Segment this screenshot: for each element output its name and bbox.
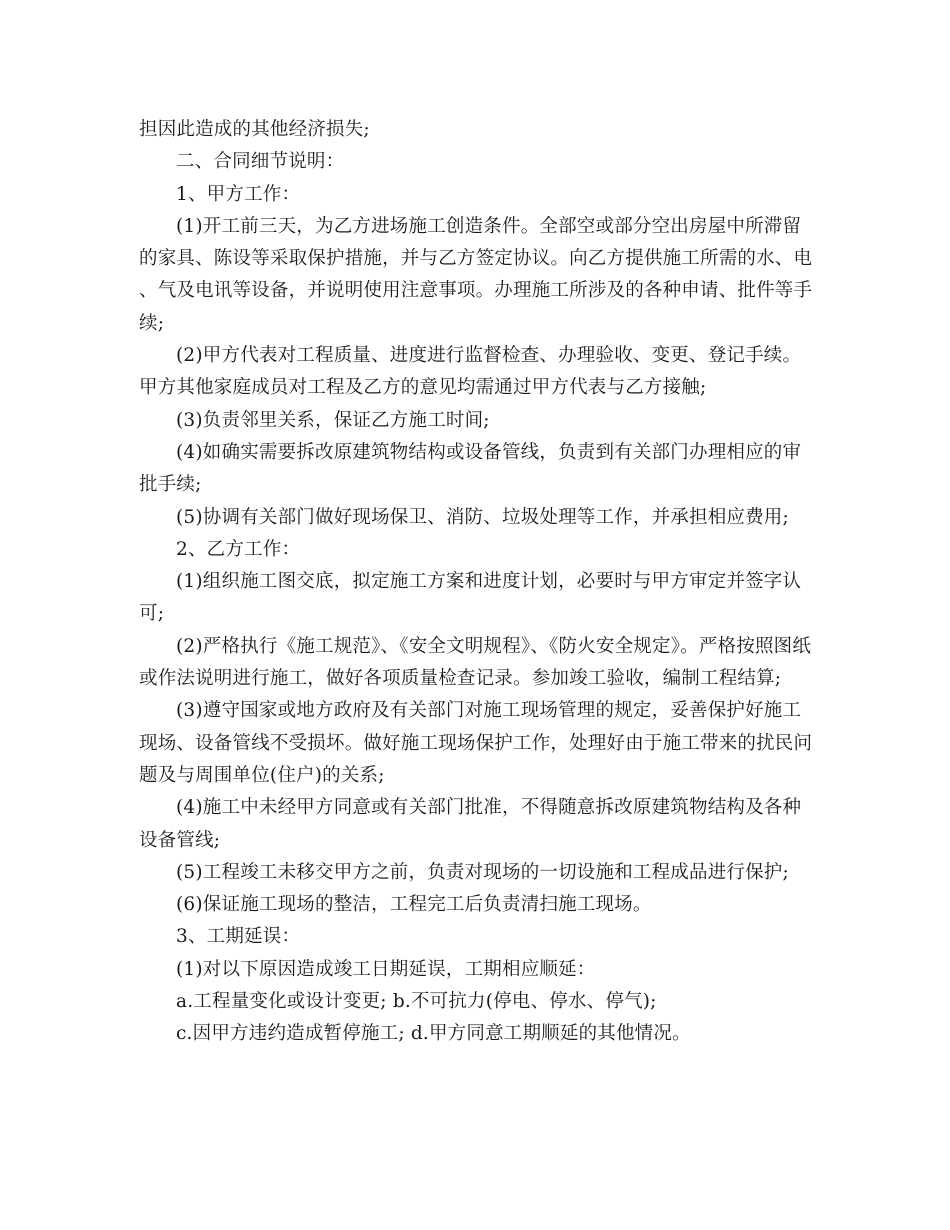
paragraph-party-b-item-4: (4)施工中未经甲方同意或有关部门批准，不得随意拆改原建筑物结构及各种设备管线; (139, 797, 802, 851)
paragraph-party-b-item-1: (1)组织施工图交底，拟定施工方案和进度计划，必要时与甲方审定并签字认可; (139, 571, 802, 625)
paragraph-party-b-item-5: (5)工程竣工未移交甲方之前，负责对现场的一切设施和工程成品进行保护; (176, 861, 789, 883)
paragraph-party-a-item-2: (2)甲方代表对工程质量、进度进行监督检查、办理验收、变更、登记手续。甲方其他家庭成员对工程及乙方的意见均需通过甲方代表与乙方接触; (139, 345, 802, 399)
heading-contract-details: 二、合同细节说明： (176, 151, 345, 173)
paragraph-party-a-item-5: (5)协调有关部门做好现场保卫、消防、垃圾处理等工作，并承担相应费用; (176, 506, 789, 528)
paragraph-party-b-item-6: (6)保证施工现场的整洁，工程完工后负责清扫施工现场。 (176, 894, 652, 916)
paragraph-delay-cases-ab: a.工程量变化或设计变更; b.不可抗力(停电、停水、停气); (176, 991, 657, 1013)
paragraph-party-b-item-2: (2)严格执行《施工规范》、《安全文明规程》、《防火安全规定》。严格按照图纸或作法说明进行施工，做好各项质量检查记录。参加竣工验收，编制工程结算; (139, 635, 812, 690)
paragraph-party-a-item-3: (3)负责邻里关系，保证乙方施工时间; (176, 409, 490, 431)
paragraph-party-a-item-4: (4)如确实需要拆改原建筑物结构或设备管线，负责到有关部门办理相应的审批手续; (139, 441, 802, 496)
paragraph-party-b-item-3: (3)遵守国家或地方政府及有关部门对施工现场管理的规定，妥善保护好施工现场、设备管线不受损坏。做好施工现场保护工作，处理好由于施工带来的扰民问题及与周围单位(住户)的关系; (139, 700, 813, 786)
heading-party-a-work: 1、甲方工作： (176, 183, 301, 205)
paragraph-party-a-item-1: (1)开工前三天，为乙方进场施工创造条件。全部空或部分空出房屋中所滞留的家具、陈设等采取保护措施，并与乙方签定协议。向乙方提供施工所需的水、电、气及电讯等设备，并说明使用注意事项。办理施工所涉及的各种申请、批件等手续; (139, 215, 813, 334)
heading-party-b-work: 2、乙方工作： (176, 538, 301, 560)
heading-schedule-delay: 3、工期延误： (176, 926, 301, 948)
paragraph-delay-item-1: (1)对以下原因造成竣工日期延误，工期相应顺延： (176, 958, 596, 980)
paragraph-delay-cases-cd: c.因甲方违约造成暂停施工; d.甲方同意工期顺延的其他情况。 (176, 1023, 691, 1045)
paragraph-continuation: 担因此造成的其他经济损失; (139, 119, 370, 140)
document-body (139, 114, 815, 1051)
